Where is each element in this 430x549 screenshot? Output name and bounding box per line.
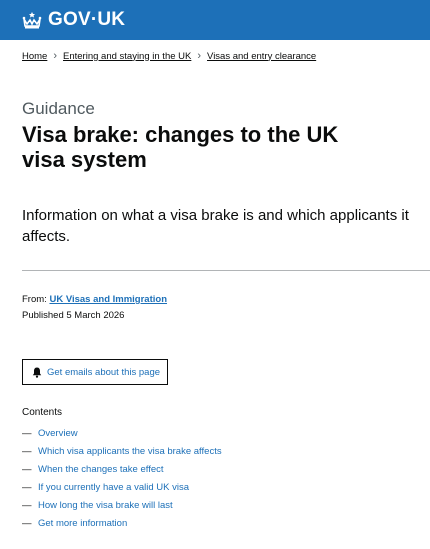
- lead-paragraph: Information on what a visa brake is and which applicants it affects.: [22, 207, 409, 245]
- section-divider: [22, 270, 430, 271]
- contents-item: — If you currently have a valid UK visa: [22, 481, 190, 493]
- breadcrumb-entering-staying[interactable]: Entering and staying in the UK: [63, 50, 192, 62]
- from-label: From:: [22, 294, 47, 305]
- contents-link-how-long[interactable]: How long the visa brake will last: [38, 499, 173, 511]
- govuk-header: [0, 0, 430, 40]
- page-title: Visa brake: changes to the UK visa system: [22, 122, 339, 172]
- bell-icon: [32, 367, 42, 378]
- chevron-right-icon: ›: [53, 50, 58, 62]
- contents-heading: Contents: [22, 407, 63, 418]
- contents-item: — When the changes take effect: [22, 463, 164, 475]
- breadcrumb-home[interactable]: Home: [22, 50, 48, 62]
- contents-item: — How long the visa brake will last: [22, 499, 173, 511]
- get-emails-label: Get emails about this page: [47, 366, 161, 378]
- page-metadata: [22, 292, 167, 324]
- contents-link-when-changes[interactable]: When the changes take effect: [38, 463, 164, 475]
- contents-item: — Overview: [22, 427, 78, 439]
- page-caption: Guidance: [22, 99, 95, 118]
- govuk-logo-link[interactable]: [22, 9, 125, 31]
- chevron-right-icon: ›: [197, 50, 202, 62]
- contents-link-valid-visa[interactable]: If you currently have a valid UK visa: [38, 481, 190, 493]
- contents-link-which-applicants[interactable]: Which visa applicants the visa brake affects: [38, 445, 222, 457]
- published-line: [22, 308, 167, 324]
- published-date: 5 March 2026: [66, 310, 125, 321]
- breadcrumb-visas-entry[interactable]: Visas and entry clearance: [207, 50, 317, 62]
- from-line: [22, 292, 167, 308]
- from-organisation-link[interactable]: UK Visas and Immigration: [49, 294, 168, 305]
- contents-item: — Get more information: [22, 517, 128, 529]
- breadcrumb: [22, 50, 316, 62]
- contents-list: [22, 424, 222, 532]
- contents-link-overview[interactable]: Overview: [38, 427, 78, 439]
- contents-item: — Which visa applicants the visa brake affects: [22, 445, 222, 457]
- published-label: Published: [22, 310, 64, 321]
- get-emails-button[interactable]: [22, 359, 168, 385]
- crown-icon: [22, 11, 42, 29]
- logo-text: GOV·UK: [48, 9, 126, 30]
- contents-link-more-info[interactable]: Get more information: [38, 517, 128, 529]
